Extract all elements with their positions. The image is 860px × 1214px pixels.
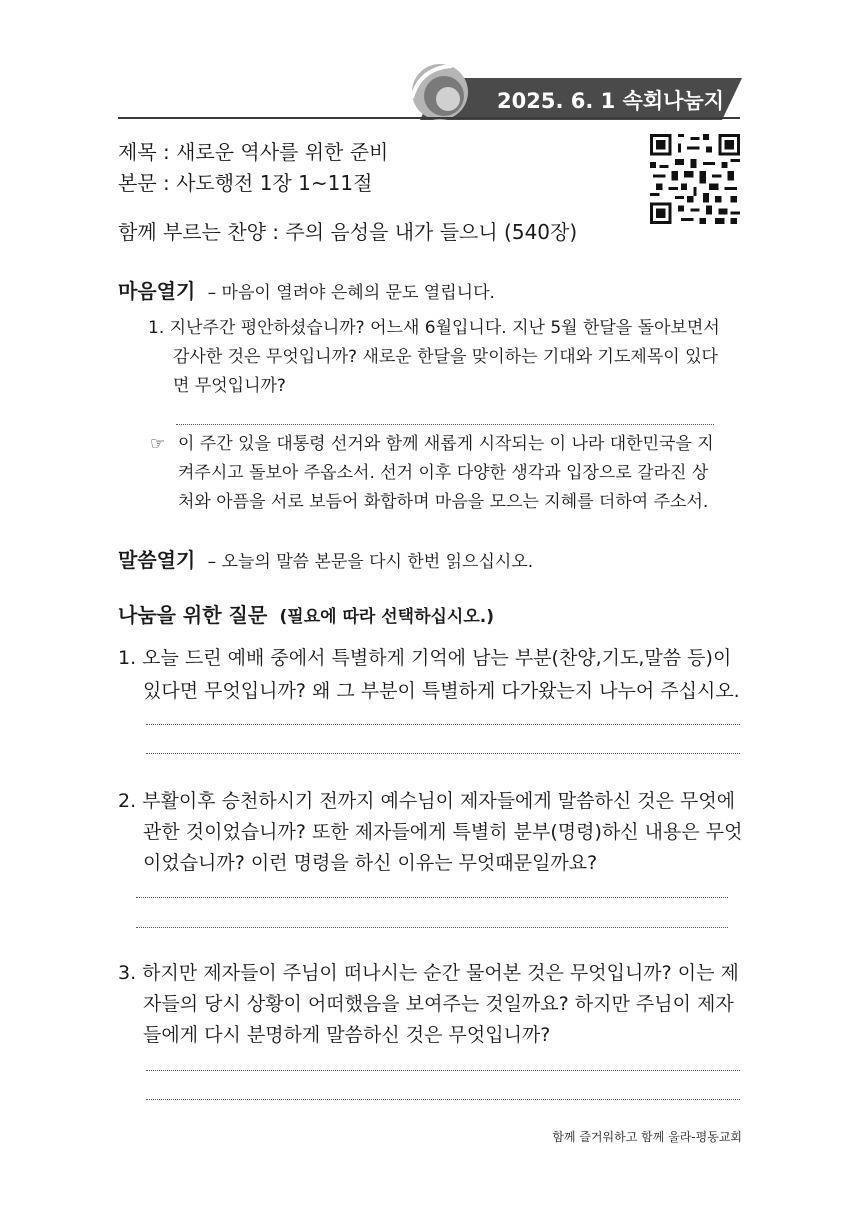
answer-line[interactable] [136, 927, 728, 928]
answer-line[interactable] [176, 424, 714, 425]
section-word [118, 545, 533, 577]
header-title: 2025. 6. 1 속회나눔지 [497, 89, 724, 113]
hymn-line: 함께 부르는 찬양 : 주의 음성을 내가 들으니 (540장) [118, 220, 578, 244]
pointing-hand-icon: ☞ [150, 434, 166, 454]
answer-line[interactable] [136, 897, 728, 898]
qr-code-icon [650, 134, 740, 224]
swirl-ornament-icon [400, 58, 470, 122]
section-questions [118, 600, 494, 632]
question-3-line1: 3. 하지만 제자들이 주님이 떠나시는 순간 물어본 것은 무엇입니까? 이는 제 [118, 962, 739, 984]
question-2-line3: 이었습니까? 이런 명령을 하신 이유는 무엇때문일까요? [143, 852, 598, 874]
list-item-1-line2: 감사한 것은 무엇입니까? 새로운 한달을 맞이하는 기대와 기도제목이 있다 [173, 347, 718, 367]
question-1-line2: 있다면 무엇입니까? 왜 그 부분이 특별하게 다가왔는지 나누어 주십시오. [143, 680, 740, 702]
question-2-line2: 관한 것이었습니까? 또한 제자들에게 특별히 분부(명령)하신 내용은 무엇 [143, 821, 743, 843]
prayer-line-3: 처와 아픔을 서로 보듬어 화합하며 마음을 모으는 지혜를 더하여 주소서. [178, 492, 709, 512]
prayer-line-1: 이 주간 있을 대통령 선거와 함께 새롭게 시작되는 이 나라 대한민국을 지 [178, 434, 714, 454]
scripture-line: 본문 : 사도행전 1장 1~11절 [118, 171, 373, 195]
question-3-line2: 자들의 당시 상황이 어떠했음을 보여주는 것일까요? 하지만 주님이 제자 [143, 993, 734, 1015]
section-heading: 말씀열기 [118, 548, 196, 572]
list-item-1: 1. 지난주간 평안하셨습니까? 어느새 6월입니다. 지난 5월 한달을 돌아보면서 [148, 318, 720, 338]
question-3-line3: 들에게 다시 분명하게 말씀하신 것은 무엇입니까? [143, 1024, 551, 1046]
question-2-line1: 2. 부활이후 승천하시기 전까지 예수님이 제자들에게 말씀하신 것은 무엇에 [118, 790, 736, 812]
title-line: 제목 : 새로운 역사를 위한 준비 [118, 140, 389, 164]
section-subtitle: – 오늘의 말씀 본문을 다시 한번 읽으십시오. [207, 552, 534, 572]
section-subtitle: (필요에 따라 선택하십시오.) [279, 607, 495, 627]
section-heart [118, 276, 495, 308]
header-divider [118, 117, 740, 119]
footer-slogan: 함께 즐거워하고 함께 울라-평동교회 [552, 1130, 742, 1144]
section-heading: 나눔을 위한 질문 [118, 603, 268, 627]
question-1-line1: 1. 오늘 드린 예배 중에서 특별하게 기억에 남는 부분(찬양,기도,말씀 등)이 [118, 647, 732, 669]
section-subtitle: – 마음이 열려야 은혜의 문도 열립니다. [207, 283, 495, 303]
list-item-1-line3: 면 무엇입니까? [173, 376, 286, 396]
answer-line[interactable] [146, 1070, 740, 1071]
section-heading: 마음열기 [118, 279, 196, 303]
prayer-line-2: 켜주시고 돌보아 주옵소서. 선거 이후 다양한 생각과 입장으로 갈라진 상 [178, 463, 709, 483]
answer-line[interactable] [146, 724, 740, 725]
answer-line[interactable] [146, 753, 740, 754]
answer-line[interactable] [146, 1099, 740, 1100]
